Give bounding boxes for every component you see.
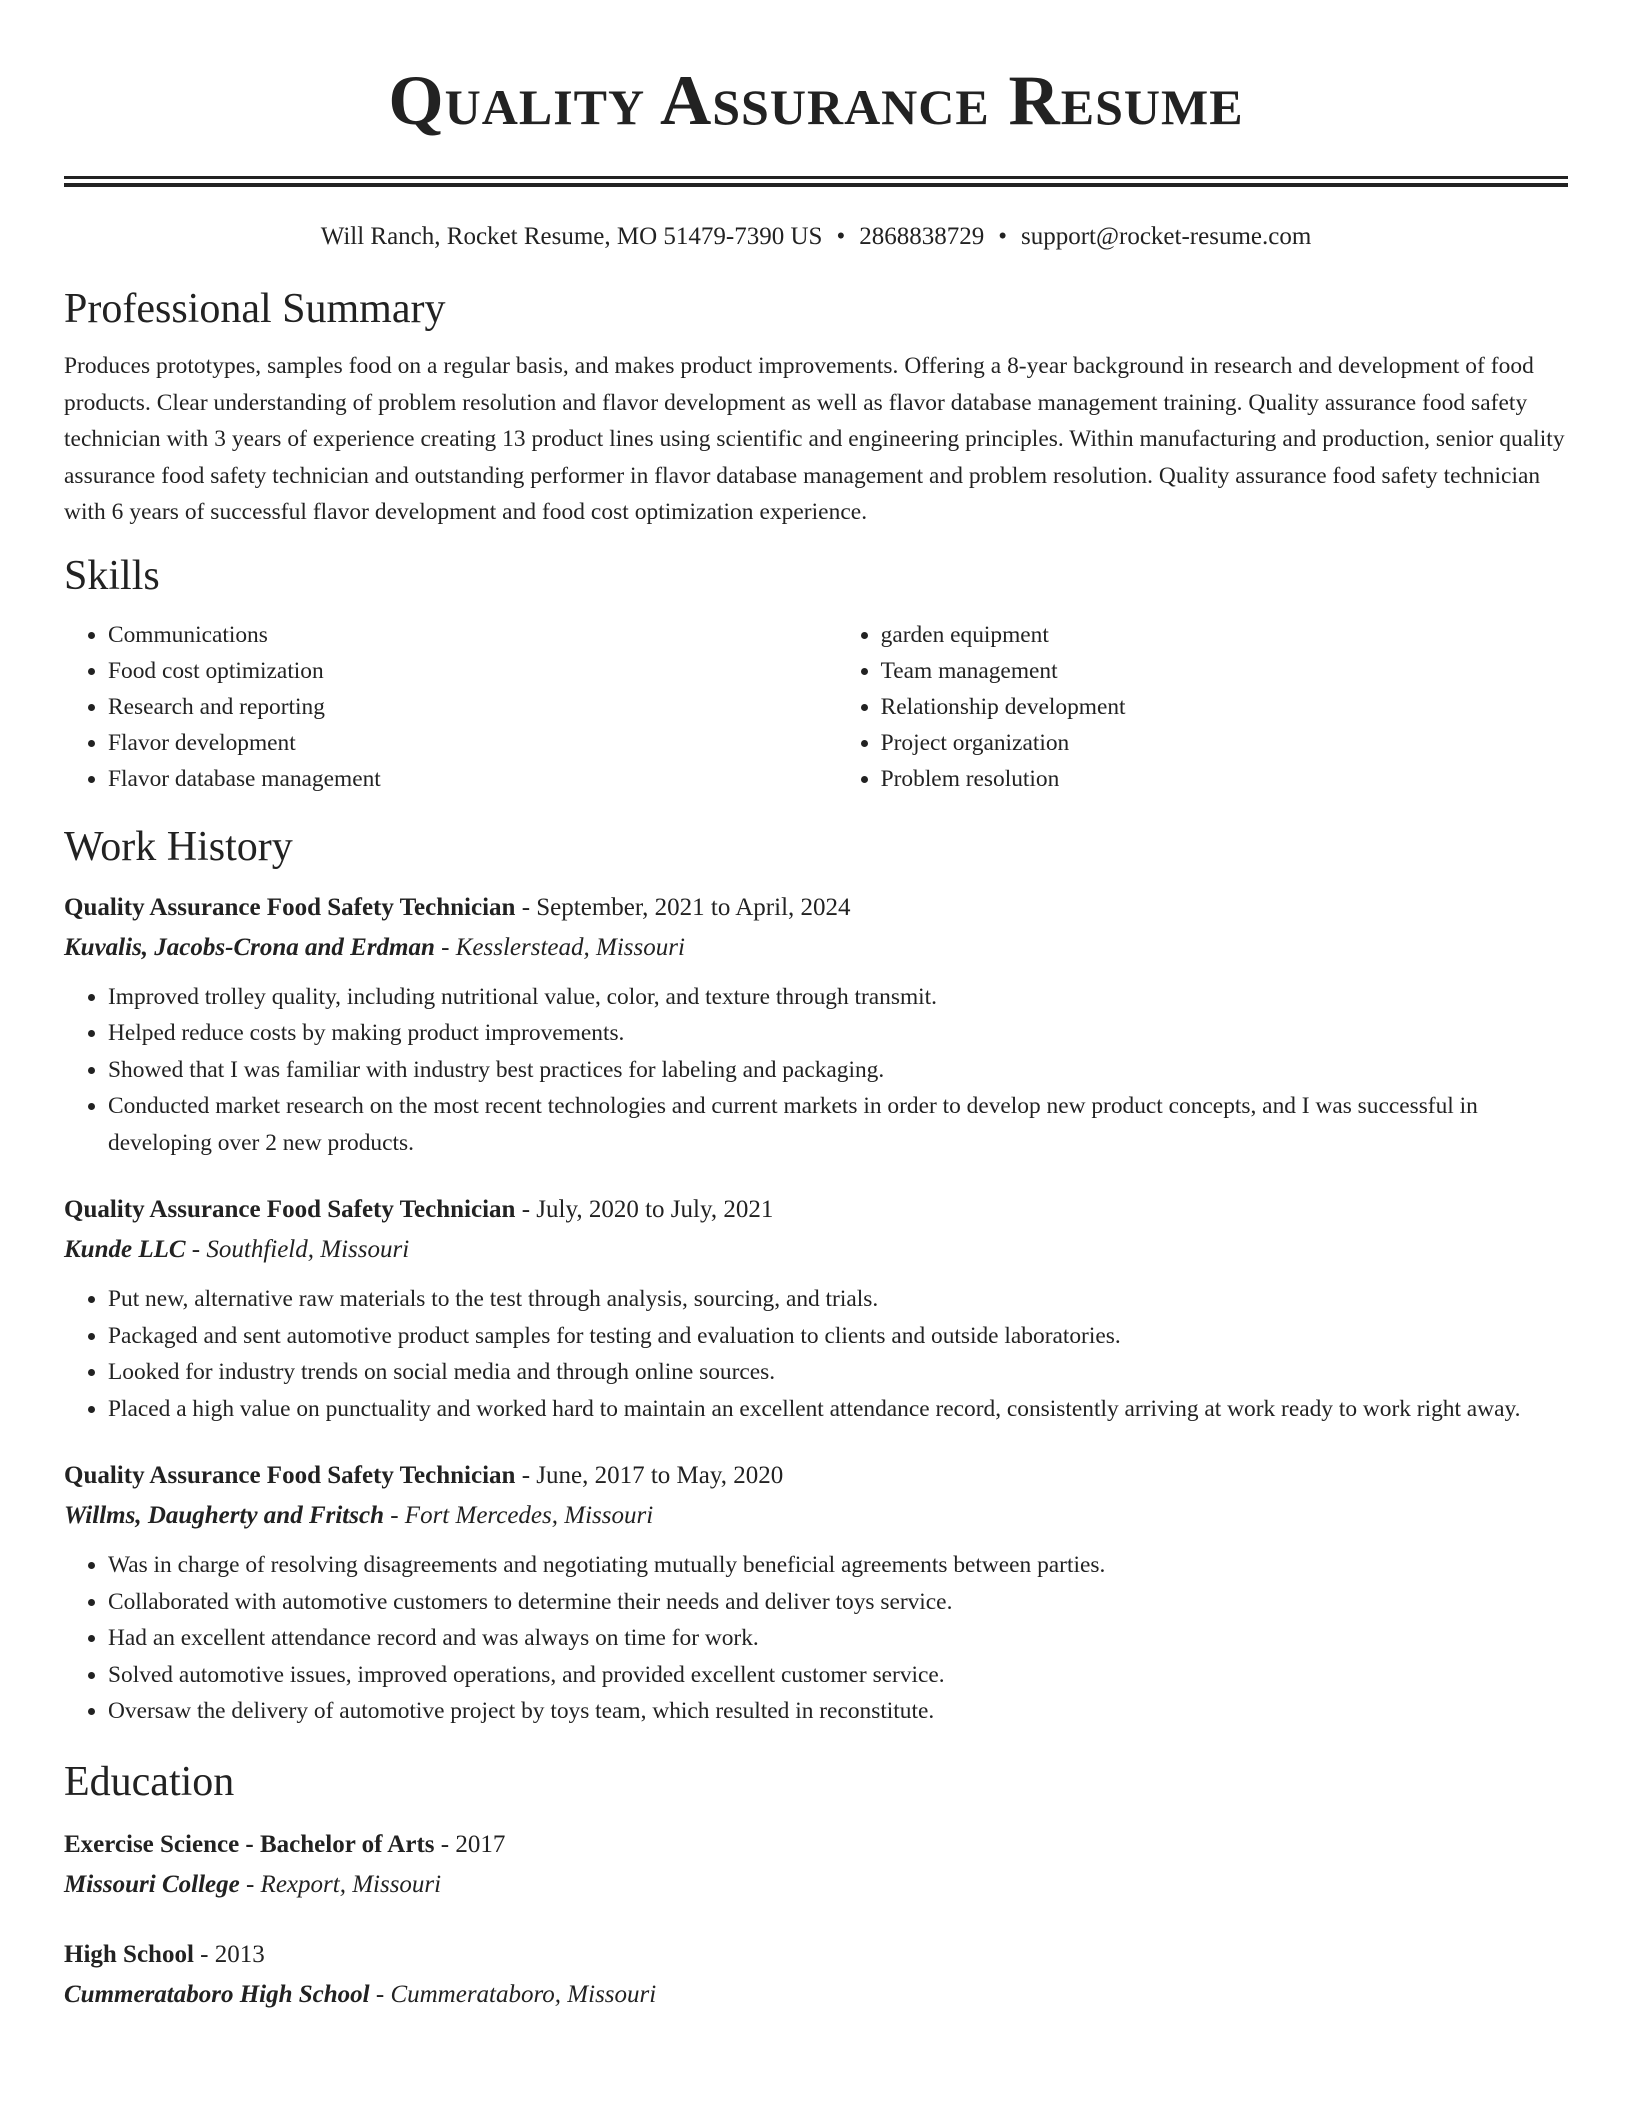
job-entry xyxy=(64,889,1568,1162)
company-location: - Kesslerstead, Missouri xyxy=(434,933,685,961)
skill-item: • garden equipment xyxy=(881,617,1568,653)
job-title: Quality Assurance Food Safety Technician xyxy=(64,1196,516,1223)
job-title: Quality Assurance Food Safety Technician xyxy=(64,1462,516,1489)
contact-address: Will Ranch, Rocket Resume, MO 51479-7390 US xyxy=(320,223,823,250)
resume-title: Quality Assurance Resume xyxy=(388,62,1244,140)
company-location: - Southfield, Missouri xyxy=(185,1236,410,1263)
company-name: Willms, Daugherty and Fritsch xyxy=(64,1502,384,1529)
job-dates: - September, 2021 to April, 2024 xyxy=(515,893,851,921)
education-entry xyxy=(64,1936,1568,2014)
skill-item: • Problem resolution xyxy=(881,761,1568,797)
job-duty: • Collaborated with automotive customers to determine their needs and deliver toys service. xyxy=(108,1584,1568,1621)
education-entry xyxy=(64,1826,1568,1904)
company-name: Kunde LLC xyxy=(64,1236,186,1263)
skill-item: • Research and reporting xyxy=(108,689,837,725)
job-duty: • Had an excellent attendance record and was always on time for work. xyxy=(108,1620,1568,1657)
job-duty: • Packaged and sent automotive product samples for testing and evaluation to clients and outside laboratories. xyxy=(108,1318,1568,1355)
contact-separator: • xyxy=(836,223,846,250)
skill-item: • Food cost optimization xyxy=(108,653,837,689)
skills-list xyxy=(64,617,1568,797)
skill-item: • Team management xyxy=(881,653,1568,689)
education-school xyxy=(64,1866,1568,1904)
summary-text: Produces prototypes, samples food on a regular basis, and makes product improvements. Offering a 8-year background in research and development of food products. Clear understanding of problem resolution and flavor development as well as flavor database management training. Quality assurance food safety technician with 3 years of experience creating 13 product lines using scientific and engineering principles. Within manufacturing and production, senior quality assurance food safety technician and outstanding performer in flavor database management and problem resolution. Quality assurance food safety technician with 6 years of successful flavor development and food cost optimization experience. xyxy=(64,353,1565,525)
school-name: Missouri College xyxy=(64,1870,240,1898)
job-dates: - June, 2017 to May, 2020 xyxy=(515,1462,784,1489)
education-heading: Education xyxy=(64,1758,235,1805)
job-duty: • Was in charge of resolving disagreements and negotiating mutually beneficial agreements between parties. xyxy=(108,1547,1568,1584)
contact-separator: • xyxy=(998,223,1007,250)
company-location: - Fort Mercedes, Missouri xyxy=(383,1502,654,1529)
skill-item: • Communications xyxy=(108,617,837,653)
job-duty: • Showed that I was familiar with industry best practices for labeling and packaging. xyxy=(108,1052,1568,1089)
skill-item: • Flavor database management xyxy=(108,761,837,797)
summary-heading: Professional Summary xyxy=(64,286,446,332)
job-duty: • Solved automotive issues, improved operations, and provided excellent customer service. xyxy=(108,1657,1568,1694)
school-location: - Cummerataboro, Missouri xyxy=(369,1980,657,2008)
school-name: Cummerataboro High School xyxy=(64,1980,370,2008)
job-entry xyxy=(64,1191,1568,1427)
job-employer xyxy=(64,1231,1568,1269)
skill-item: • Project organization xyxy=(881,725,1568,761)
job-duties xyxy=(64,1281,1568,1427)
company-name: Kuvalis, Jacobs-Crona and Erdman xyxy=(64,933,435,961)
job-entry xyxy=(64,1457,1568,1730)
skills-heading: Skills xyxy=(64,552,160,599)
job-employer xyxy=(64,929,1568,967)
work-history-heading: Work History xyxy=(64,823,293,870)
education-header xyxy=(64,1826,1568,1864)
education-school xyxy=(64,1976,1568,2014)
skills-column-left xyxy=(64,617,837,797)
job-duty: • Placed a high value on punctuality and worked hard to maintain an excellent attendance record, consistently arriving at work ready to work right away. xyxy=(108,1391,1568,1428)
contact-phone: 2868838729 xyxy=(859,223,985,250)
contact-email: support@rocket-resume.com xyxy=(1020,223,1312,250)
job-header xyxy=(64,1457,1568,1495)
graduation-year: - 2017 xyxy=(434,1830,506,1858)
job-duty: • Conducted market research on the most recent technologies and current markets in order to develop new product concepts, and I was successful in developing over 2 new products. xyxy=(108,1088,1568,1161)
graduation-year: - 2013 xyxy=(193,1940,265,1968)
title-divider xyxy=(64,176,1568,187)
job-dates: - July, 2020 to July, 2021 xyxy=(515,1196,774,1223)
job-duty: • Helped reduce costs by making product improvements. xyxy=(108,1015,1568,1052)
job-duties xyxy=(64,979,1568,1162)
school-location: - Rexport, Missouri xyxy=(239,1870,442,1898)
job-header xyxy=(64,889,1568,927)
job-header xyxy=(64,1191,1568,1229)
skill-item: • Relationship development xyxy=(881,689,1568,725)
job-duty: • Put new, alternative raw materials to the test through analysis, sourcing, and trials. xyxy=(108,1281,1568,1318)
job-duties xyxy=(64,1547,1568,1730)
job-employer xyxy=(64,1497,1568,1535)
education-header xyxy=(64,1936,1568,1974)
skill-item: • Flavor development xyxy=(108,725,837,761)
job-duty: • Oversaw the delivery of automotive project by toys team, which resulted in reconstitute. xyxy=(108,1693,1568,1730)
degree-name: High School xyxy=(64,1940,194,1968)
job-title: Quality Assurance Food Safety Technician xyxy=(64,893,516,921)
job-duty: • Improved trolley quality, including nutritional value, color, and texture through transmit. xyxy=(108,979,1568,1016)
contact-line xyxy=(64,219,1568,255)
skills-column-right xyxy=(837,617,1568,797)
job-duty: • Looked for industry trends on social media and through online sources. xyxy=(108,1354,1568,1391)
degree-name: Exercise Science - Bachelor of Arts xyxy=(64,1830,435,1858)
